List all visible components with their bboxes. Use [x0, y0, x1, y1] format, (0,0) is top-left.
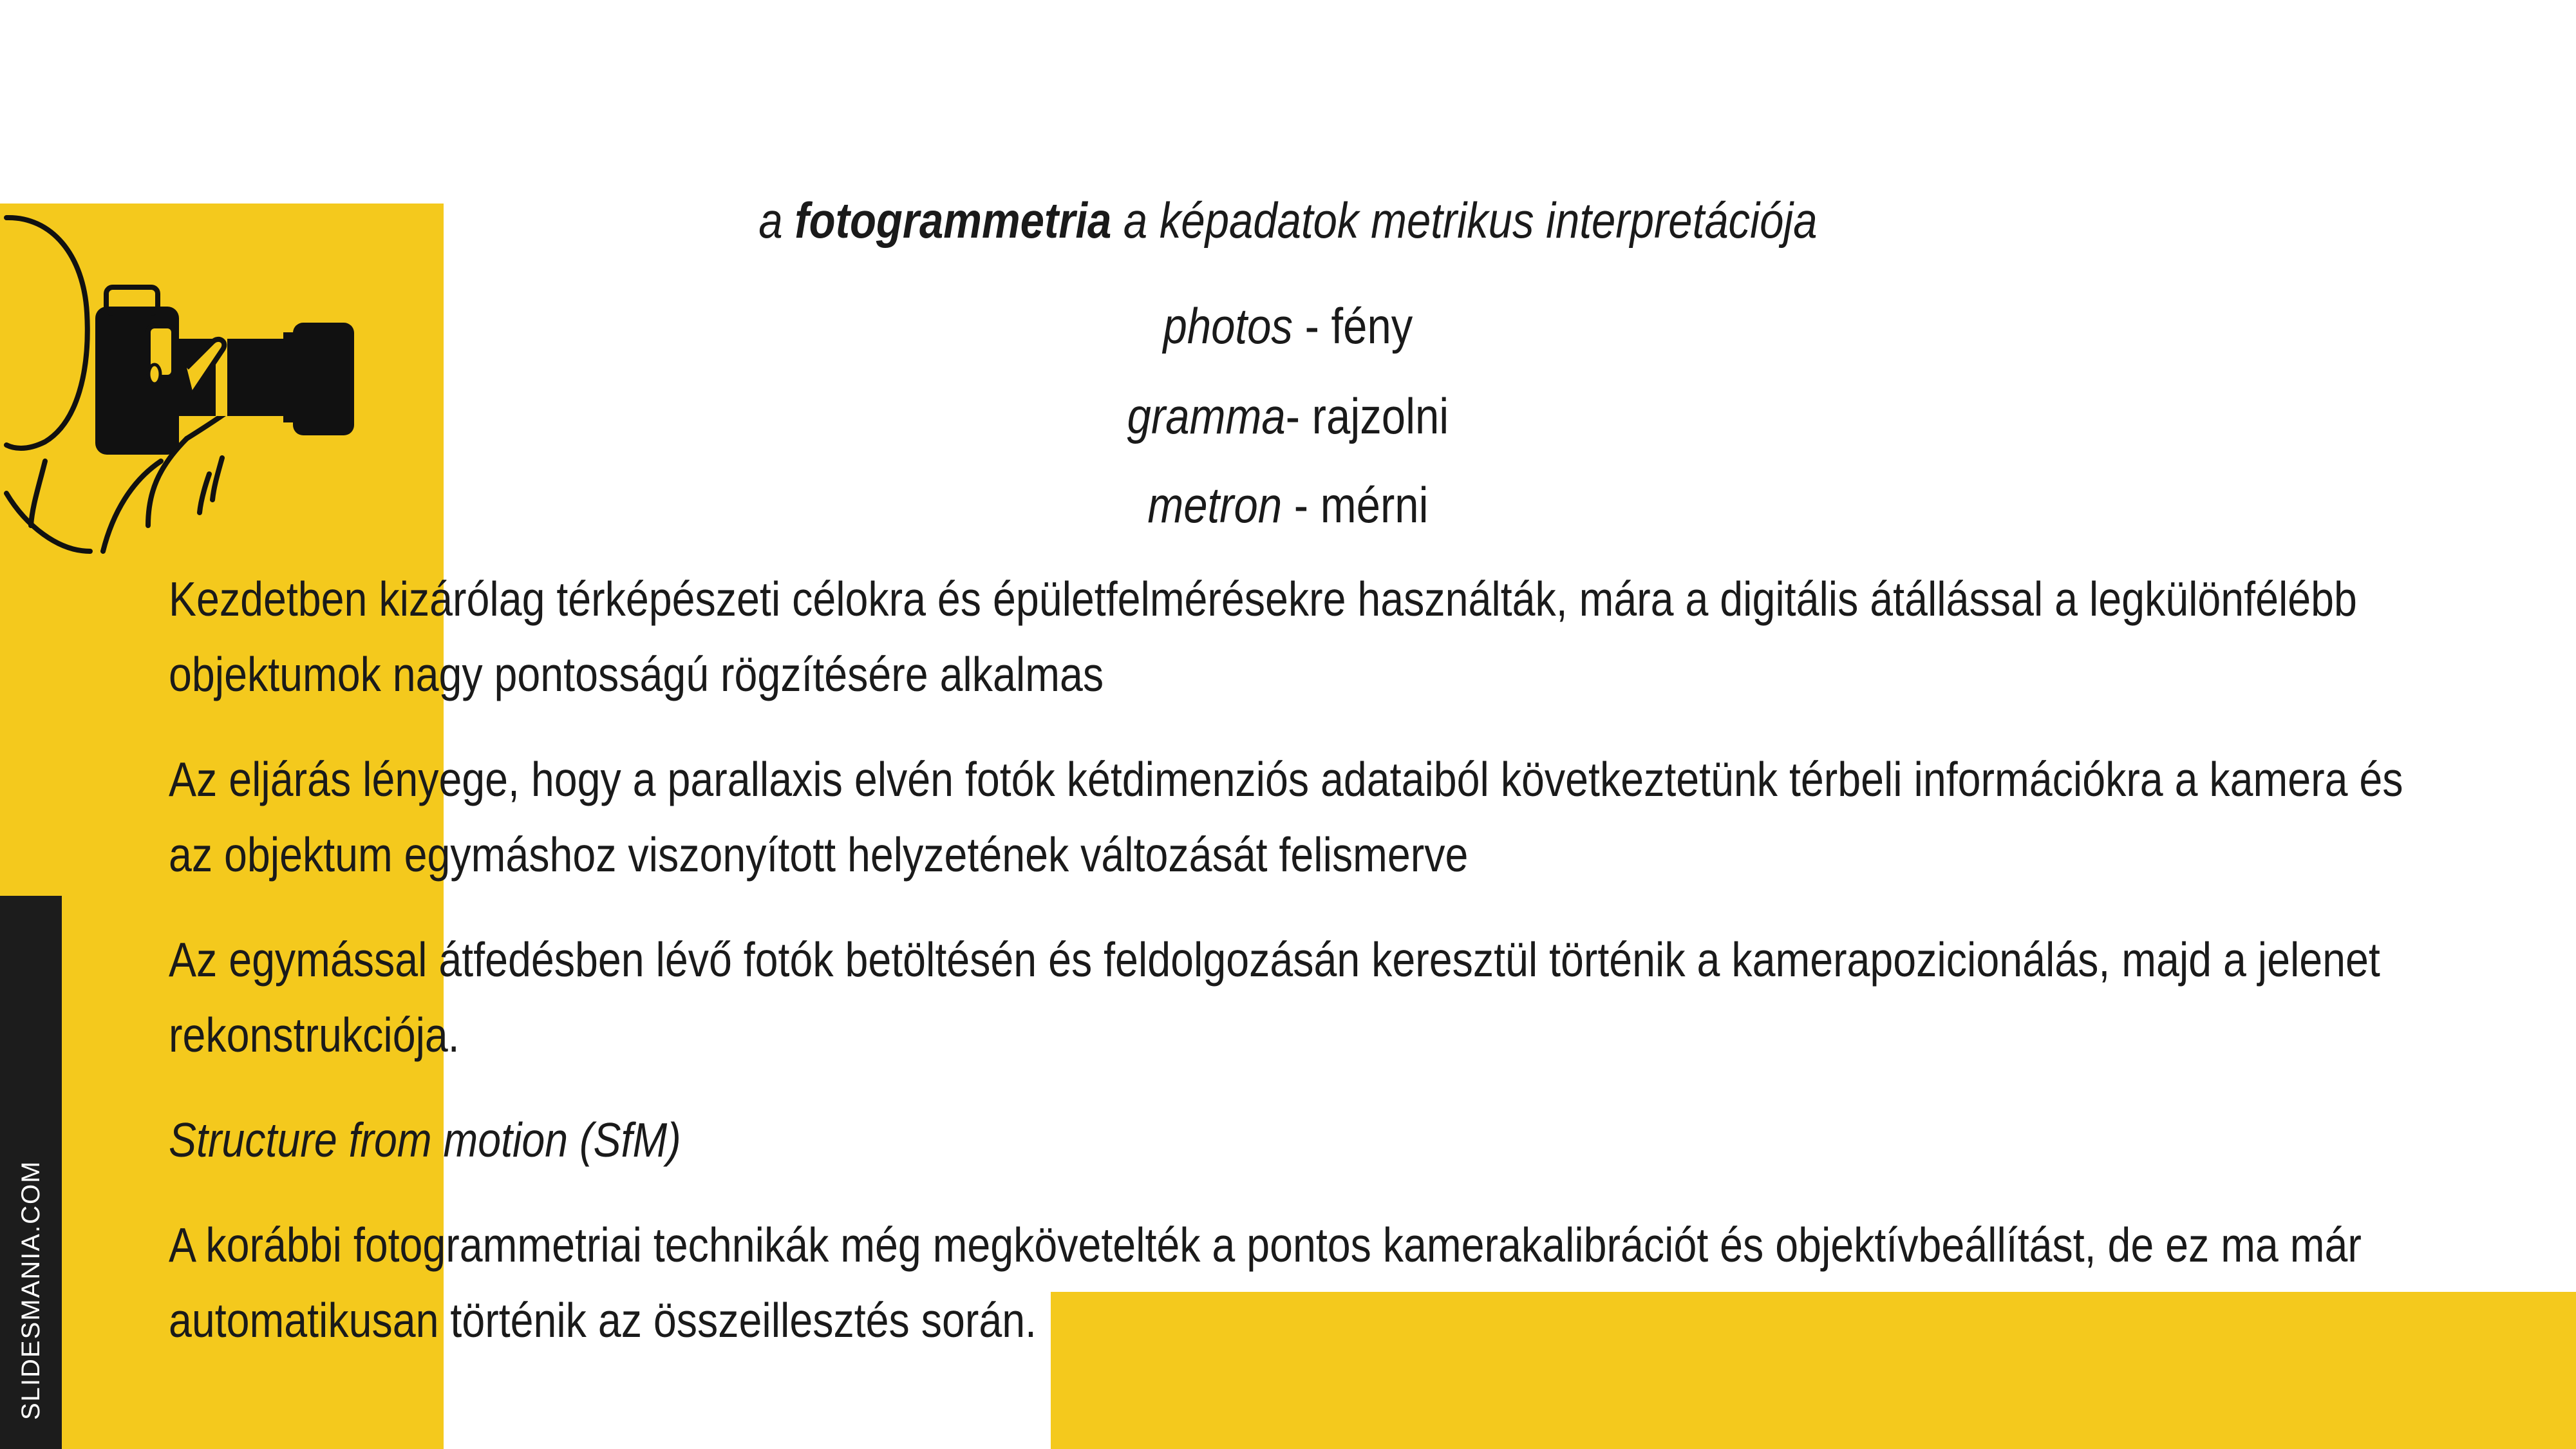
- definition-prefix: a: [758, 192, 783, 249]
- body-text: [169, 562, 2403, 1388]
- etymology-photos: [180, 296, 2396, 357]
- etymology-separator: -: [1282, 477, 1321, 533]
- etymology-gramma: [180, 386, 2396, 447]
- etymology-meaning: fény: [1331, 298, 1413, 354]
- definition-suffix: a képadatok metrikus interpretációja: [1123, 192, 1818, 249]
- etymology-separator: -: [1285, 388, 1312, 444]
- etymology-meaning: rajzolni: [1312, 388, 1449, 444]
- definition-term: fotogrammetria: [794, 192, 1112, 249]
- etymology-meaning: mérni: [1320, 477, 1429, 533]
- brand-watermark: SLIDESMANIA.COM: [17, 1160, 45, 1420]
- etymology-word: photos: [1163, 298, 1293, 354]
- paragraph-history: Kezdetben kizárólag térképészeti célokra és épületfelmérésekre használták, mára a digitális átállással a legkülönfélébb objektumok nagy pontosságú rögzítésére alkalmas: [169, 572, 2357, 701]
- etymology-metron: [180, 475, 2396, 536]
- paragraph-process: Az egymással átfedésben lévő fotók betöltésén és feldolgozásán keresztül történik a kamerapozicionálás, majd a jelenet rekonstrukciója.: [169, 933, 2380, 1062]
- paragraph-principle: Az eljárás lényege, hogy a parallaxis elvén fotók kétdimenziós adataiból következtetünk térbeli információkra a kamera és az objektum egymáshoz viszonyított helyzetének változását felismerve: [169, 752, 2403, 882]
- definition-line: [180, 191, 2396, 251]
- etymology-separator: -: [1292, 298, 1331, 354]
- paragraph-sfm: Structure from motion (SfM): [169, 1113, 681, 1167]
- etymology-word: metron: [1147, 477, 1283, 533]
- etymology-word: gramma: [1127, 388, 1286, 444]
- paragraph-calibration: A korábbi fotogrammetriai technikák még megkövetelték a pontos kamerakalibrációt és objektívbeállítást, de ez ma már automatikusan történik az összeillesztés során.: [169, 1218, 2362, 1347]
